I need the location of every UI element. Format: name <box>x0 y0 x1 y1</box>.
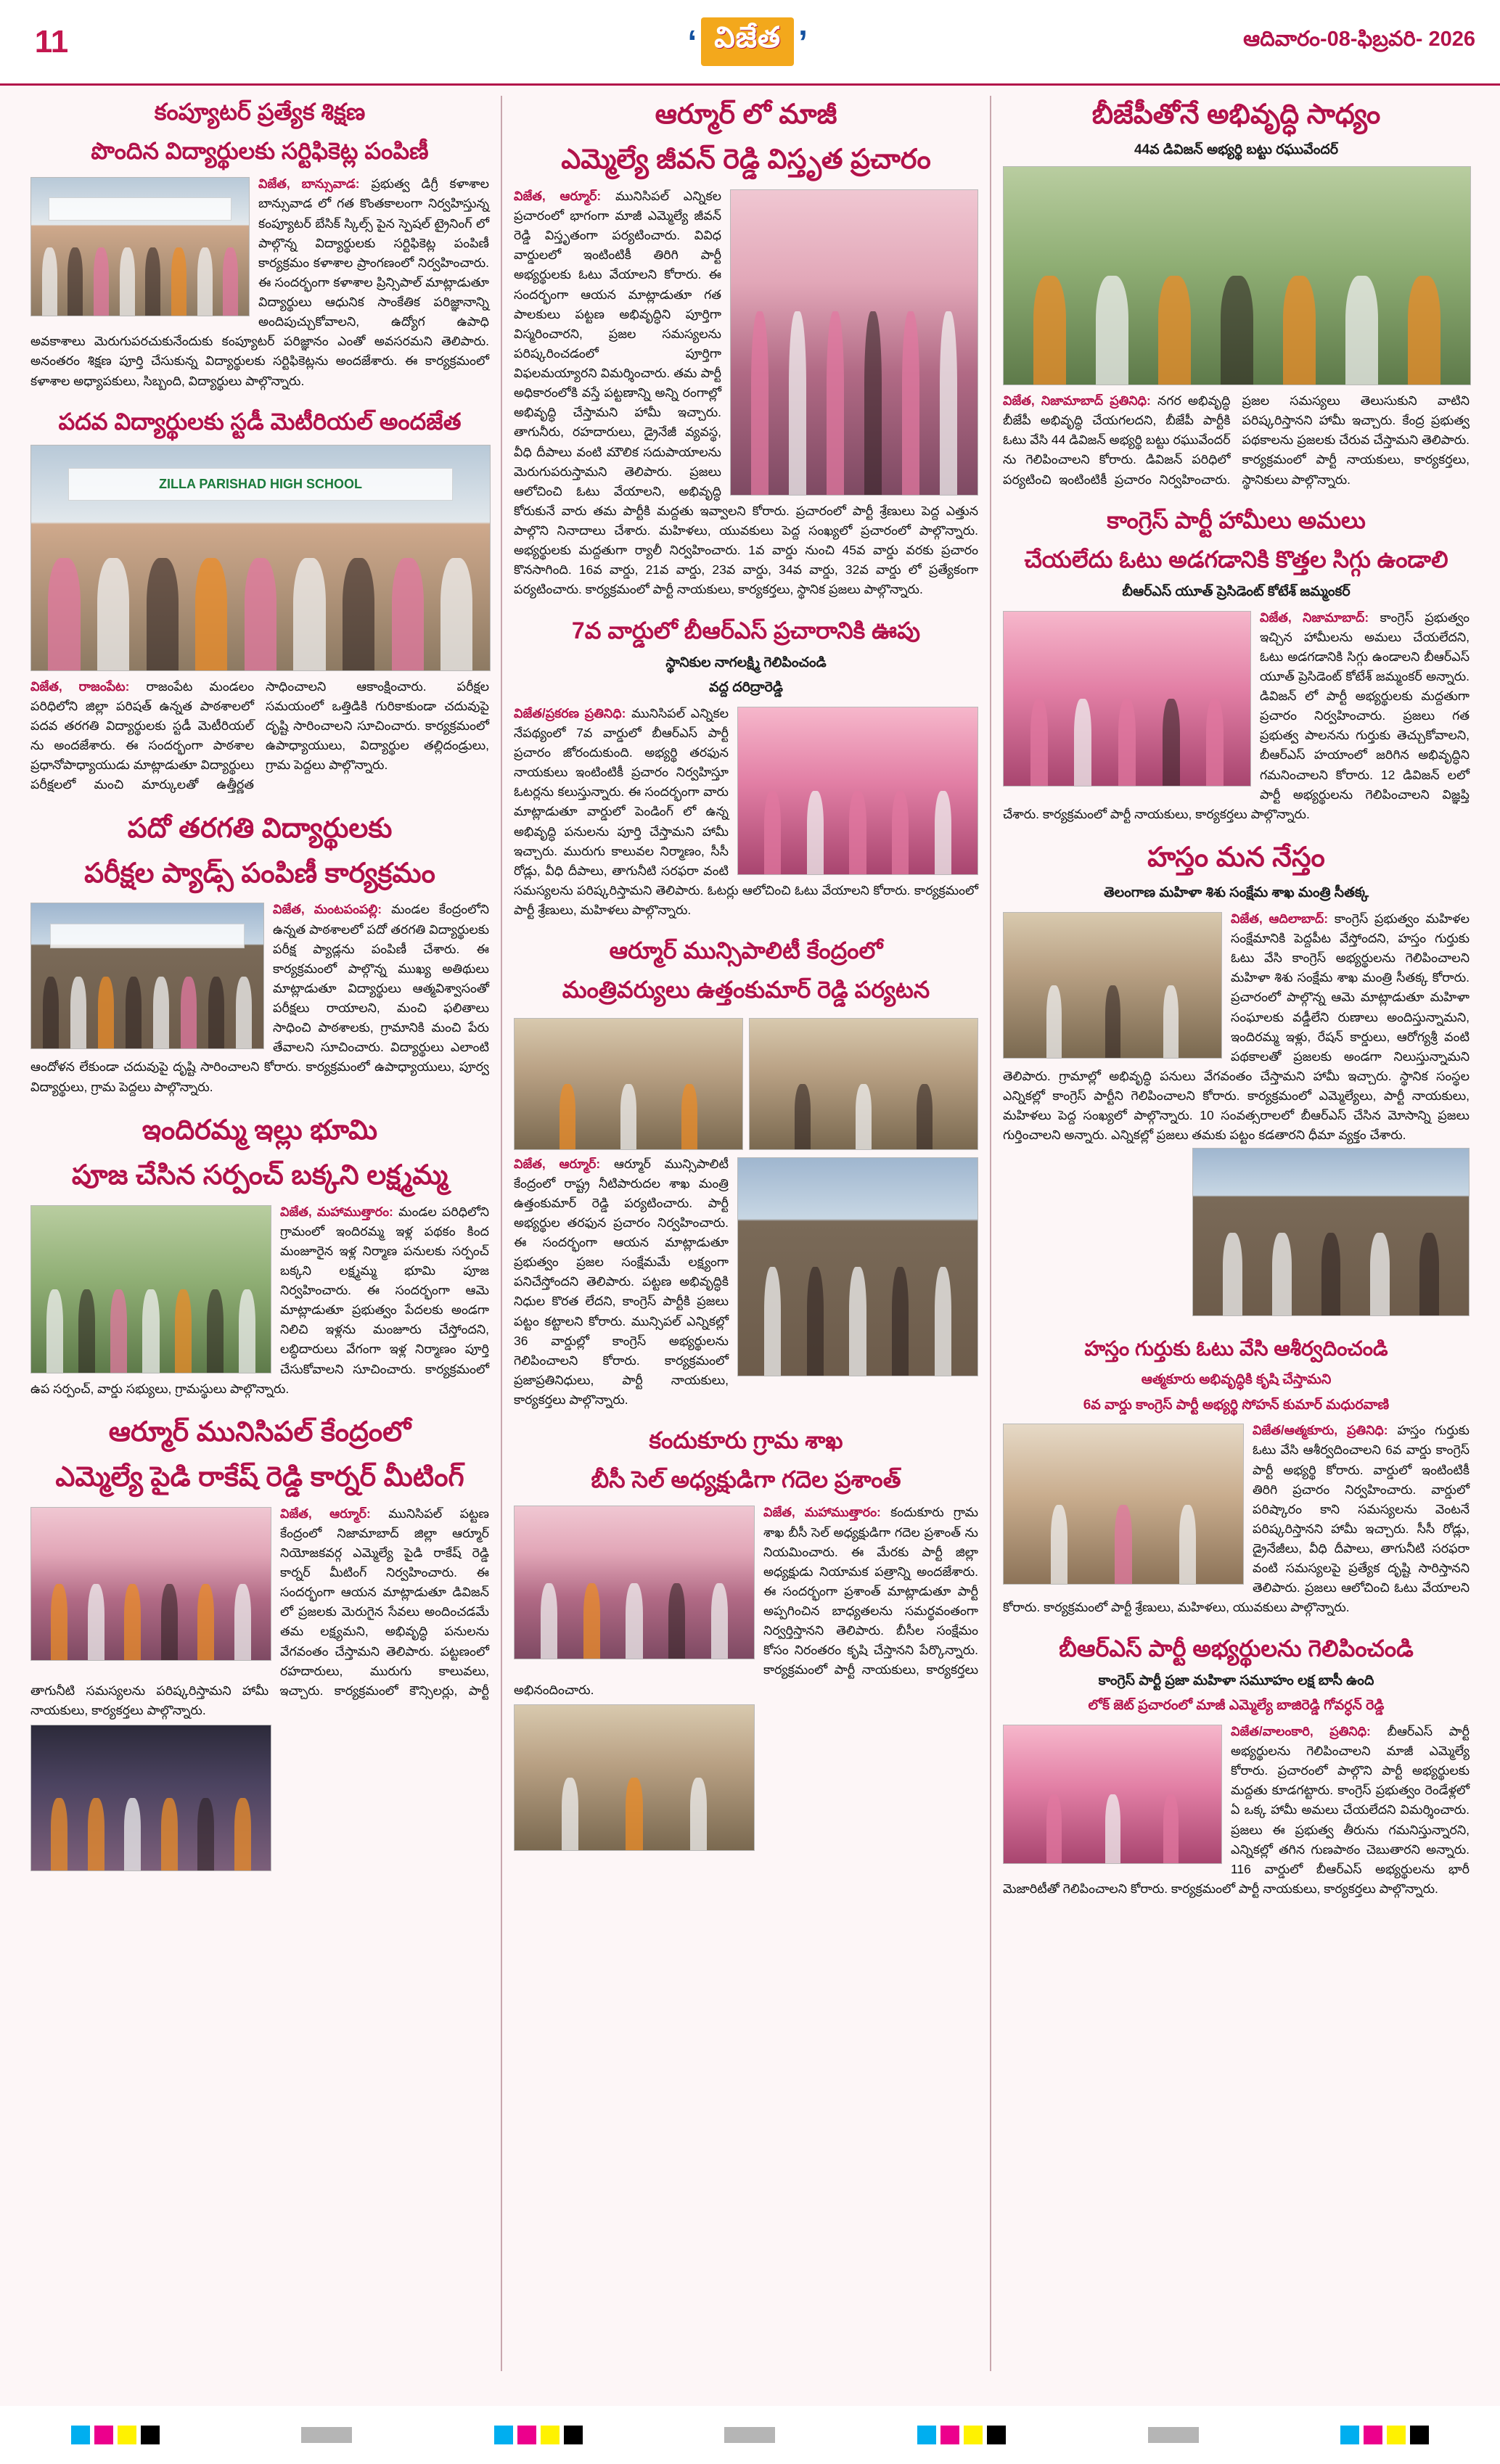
headline: కాంగ్రెస్ పార్టీ హామీలు అమలు <box>1107 506 1366 533</box>
story-indiramma-house <box>30 1112 489 1399</box>
story-photo <box>1003 166 1471 385</box>
dateline: విజేత/ప్రకరణ ప్రతినిధి: <box>514 705 626 720</box>
story-study-material <box>30 406 489 795</box>
subheadline-2: లోక్ జెట్ ప్రచారంలో మాజీ ఎమ్మెల్యే బాజిరెడ్డి గోవర్ధన్ రెడ్డి <box>1088 1698 1385 1714</box>
headline-line2: పొందిన విద్యార్థులకు సర్టిఫికెట్ల పంపిణీ <box>91 138 429 165</box>
headline: ఆర్మూర్ మునిసిపల్ కేంద్రంలో <box>108 1416 411 1447</box>
photo-people <box>515 1766 754 1850</box>
photo-banner <box>50 924 245 948</box>
dateline: విజేత, మహాముత్తారం: <box>280 1204 393 1219</box>
story-photo-2 <box>514 1704 755 1851</box>
logo-text: విజేత <box>714 22 782 54</box>
story-photo <box>1003 1725 1222 1864</box>
story-congress-promises <box>1003 504 1470 824</box>
body-copy: ప్రభుత్వ డిగ్రీ కళాశాల బాన్సువాడ లో గత కొంతకాలంగా నిర్వహిస్తున్న కంప్యూటర్ బేసిక్ స్కిల్స్ పైన స్పెషల్ ట్రైనింగ్ లో పాల్గొన్న విద్యార్థులకు సర్టిఫికెట్ల పంపిణీ కార్యక్రమం కళాశాల ప్రాంగణంలో నిర్వహించారు. ఈ సందర్భంగా కళాశాల ప్రిన్సిపాల్ మాట్లాడుతూ విద్యార్థులు ఆధునిక సాంకేతిక పరిజ్ఞానాన్ని అందిపుచ్చుకోవాలని, ఉద్యోగ ఉపాధి అవకాశాలు మెరుగుపరచుకునేందుకు కంప్యూటర్ పరిజ్ఞానం ఎంతో అవసరమని తెలిపారు. అనంతరం శిక్షణ పూర్తి చేసుకున్న విద్యార్థులకు సర్టిఫికెట్లను అందజేశారు. ఈ కార్యక్రమంలో కళాశాల అధ్యాపకులు, సిబ్బంది, విద్యార్థులు పాల్గొన్నారు. <box>30 176 489 388</box>
body-copy: నగర అభివృద్ధి బీజేపీ అభివృద్ధి చేయగలదని, బీజేపీ పార్టీకి ఓటు వేసి 44 డివిజన్ అభ్యర్థి బట్టు రఘువేందర్ ను గెలిపించాలని కోరారు. డివిజన్ పరిధిలో పర్యటించి ఇంటింటికీ ప్రచారం నిర్వహించారు. ప్రజల సమస్యలు తెలుసుకుని వాటిని పరిష్కరిస్తానని హామీ ఇచ్చారు. కేంద్ర ప్రభుత్వ పథకాలను ప్రజలకు చేరువ చేస్తామని తెలిపారు. కార్యక్రమంలో పార్టీ నాయకులు, కార్యకర్తలు, స్థానికులు పాల్గొన్నారు. <box>1003 393 1470 487</box>
gray-bar-1 <box>301 2427 352 2443</box>
photo-people <box>731 282 978 495</box>
headline: 7వ వార్డులో బీఆర్ఎస్ ప్రచారానికి ఊపు <box>571 617 921 644</box>
photo-people <box>750 1073 978 1149</box>
photo-people <box>31 540 490 670</box>
story-photo <box>1003 611 1251 787</box>
story-photo <box>737 707 978 875</box>
story-vote-hastham <box>1003 1335 1470 1617</box>
swatch-magenta <box>517 2426 536 2444</box>
body-copy: మునిసిపల్ పట్టణ కేంద్రంలో నిజామాబాద్ జిల్లా ఆర్మూర్ నియోజకవర్గ ఎమ్మెల్యే పైడి రాకేష్ రెడ్డి కార్నర్ మీటింగ్ నిర్వహించారు. ఈ సందర్భంగా ఆయన మాట్లాడుతూ డివిజన్ లో ప్రజలకు మెరుగైన సేవలు అందించడమే తమ లక్ష్యమని, అభివృద్ధి పనులను వేగవంతం చేస్తామని తెలిపారు. పట్టణంలో రహదారులు, మురుగు కాలువలు, తాగునీటి సమస్యలను పరిష్కరిస్తామని హామీ ఇచ్చారు. కార్యక్రమంలో కౌన్సిలర్లు, పార్టీ నాయకులు, కార్యకర్తలు పాల్గొన్నారు. <box>30 1506 489 1717</box>
story-photo-2 <box>1192 1148 1470 1316</box>
photo-people <box>31 964 263 1048</box>
headline: బీఆర్ఎస్ పార్టీ అభ్యర్థులను గెలిపించండి <box>1059 1635 1414 1662</box>
photo-people <box>31 1276 271 1372</box>
photo-grid <box>514 1014 978 1154</box>
subheadline: తెలంగాణ మహిళా శిశు సంక్షేమ శాఖ మంత్రి సీతక్క <box>1103 885 1369 901</box>
photo-people <box>1004 684 1250 785</box>
swatch-cyan <box>71 2426 90 2444</box>
headline: బీజేపీతోనే అభివృద్ధి సాధ్యం <box>1091 99 1381 130</box>
story-photo <box>1003 1424 1244 1585</box>
headline-line2: ఎమ్మెల్యే జీవన్ రెడ్డి విస్తృత ప్రచారం <box>561 144 931 176</box>
body-copy: కందుకూరు గ్రామ శాఖ బీసీ సెల్ అధ్యక్షుడిగా గదెల ప్రశాంత్ ను నియమించారు. ఈ మేరకు పార్టీ జిల్లా అధ్యక్షుడు నియామక పత్రాన్ని అందజేశారు. ఈ సందర్భంగా ప్రశాంత్ మాట్లాడుతూ పార్టీ అప్పగించిన బాధ్యతలను సమర్థవంతంగా నిర్వర్తిస్తానని తెలిపారు. బీసీల సంక్షేమం కోసం నిరంతరం కృషి చేస్తానని పేర్కొన్నారు. కార్యక్రమంలో పార్టీ నాయకులు, కార్యకర్తలు అభినందించారు. <box>514 1505 978 1697</box>
body-copy: రాజంపేట మండలం పరిధిలోని జిల్లా పరిషత్ ఉన్నత పాఠశాలలో పదవ తరగతి విద్యార్థులకు స్టడీ మెటీరియల్ ను అందజేశారు. ఈ సందర్భంగా పాఠశాల ప్రధానోపాధ్యాయుడు మాట్లాడుతూ విద్యార్థులు పరీక్షలలో మంచి మార్కులతో ఉత్తీర్ణత సాధించాలని ఆకాంక్షించారు. పరీక్షల సమయంలో ఒత్తిడికి గురికాకుండా చదువుపై దృష్టి సారించాలని సూచించారు. కార్యక్రమంలో ఉపాధ్యాయులు, విద్యార్థుల తల్లిదండ్రులు, గ్రామ పెద్దలు పాల్గొన్నారు. <box>30 678 489 792</box>
column-1 <box>19 96 501 2371</box>
body-copy: మునిసిపల్ ఎన్నికల నేపథ్యంలో 7వ వార్డులో బీఆర్ఎస్ పార్టీ ప్రచారం జోరందుకుంది. అభ్యర్థి తరఫున నాయకులు ఇంటింటికీ ప్రచారం నిర్వహిస్తూ ఓటర్లను కలుస్తున్నారు. ఈ సందర్భంగా వారు మాట్లాడుతూ వార్డులో పెండింగ్ లో ఉన్న అభివృద్ధి పనులను పూర్తి చేస్తామని హామీ ఇచ్చారు. మురుగు కాలువల నిర్మాణం, సీసీ రోడ్లు, వీధి దీపాలు, తాగునీటి సరఫరా వంటి సమస్యలను పరిష్కరిస్తామని తెలిపారు. ఓటర్లు ఆలోచించి ఓటు వేయాలని కోరారు. కార్యక్రమంలో పార్టీ శ్రేణులు, మహిళలు పాల్గొన్నారు. <box>514 705 978 918</box>
swatch-yellow <box>541 2426 560 2444</box>
subheadline-2: వద్ద దరిద్రారెడ్డి <box>709 680 783 696</box>
headline: ఆర్మూర్ మున్సిపాలిటీ కేంద్రంలో <box>609 937 883 964</box>
color-bar-group-2 <box>494 2426 583 2444</box>
gray-bar-3 <box>1148 2427 1199 2443</box>
swatch-yellow <box>118 2426 136 2444</box>
dateline: విజేత, నిజామాబాద్: <box>1260 609 1369 625</box>
story-bc-cell-president <box>514 1424 978 1851</box>
headline-line2: పరీక్షల ప్యాడ్స్ పంపిణీ కార్యక్రమం <box>84 858 435 890</box>
swatch-cyan <box>1340 2426 1359 2444</box>
dateline: విజేత, నిజామాబాద్ ప్రతినిధి: <box>1003 393 1151 408</box>
headline: కంప్యూటర్ ప్రత్యేక శిక్షణ <box>154 99 366 125</box>
story-photo <box>30 903 264 1049</box>
logo-box <box>701 17 794 66</box>
story-bjp-development <box>1003 96 1470 490</box>
story-body <box>30 677 489 795</box>
story-body <box>1003 391 1470 490</box>
color-registration-bars <box>0 2406 1500 2464</box>
swatch-black <box>1410 2426 1429 2444</box>
story-photo-top <box>30 1507 271 1661</box>
headline: పదవ విద్యార్థులకు స్టడీ మెటీరియల్ అందజేత <box>58 408 462 435</box>
photo-people <box>1004 1492 1243 1585</box>
swatch-black <box>564 2426 583 2444</box>
swatch-cyan <box>917 2426 936 2444</box>
photo-people <box>31 1786 271 1870</box>
photo-people <box>1193 1219 1469 1315</box>
dateline: విజేత, మహాముత్తారం: <box>763 1505 881 1520</box>
article-columns <box>0 86 1500 2371</box>
headline: పదో తరగతి విద్యార్థులకు <box>127 813 393 844</box>
story-photo <box>30 1205 271 1373</box>
swatch-magenta <box>94 2426 113 2444</box>
dateline: విజేత/వాలంకారి, ప్రతినిధి: <box>1231 1723 1371 1738</box>
story-hastham-mana-nestham <box>1003 839 1470 1321</box>
story-jeevan-reddy-campaign <box>514 96 978 600</box>
subheadline: కాంగ్రెస్ పార్టీ ప్రజా మహిళా సమూహం లక్ష బాసీ ఉంది <box>1098 1672 1374 1688</box>
dateline: విజేత, ఆదిలాబాద్: <box>1231 911 1329 926</box>
story-computer-training <box>30 96 489 391</box>
body-copy: కాంగ్రెస్ ప్రభుత్వం ఇచ్చిన హామీలను అమలు చేయలేదని, ఓటు అడగడానికి సిగ్గు ఉండాలని బీఆర్ఎస్ యూత్ ప్రెసిడెంట్ కోటేశ్ జమ్మంకర్ అన్నారు. డివిజన్ లో పార్టీ అభ్యర్థులకు మద్దతుగా ప్రచారం నిర్వహించారు. ప్రజలు గత ప్రభుత్వ పాలనను గుర్తుకు తెచ్చుకోవాలని, బీఆర్ఎస్ హయాంలో జరిగిన అభివృద్ధిని గమనించాలని కోరారు. 12 డివిజన్ లలో పార్టీ అభ్యర్థులను గెలిపించాలని విజ్ఞప్తి చేశారు. కార్యక్రమంలో పార్టీ నాయకులు, కార్యకర్తలు పాల్గొన్నారు. <box>1003 609 1470 821</box>
subheadline-2: 6వ వార్డు కాంగ్రెస్ పార్టీ అభ్యర్థి సోహన్ కుమార్ మధురవాణి <box>1083 1397 1390 1413</box>
logo-right-quote: ’ <box>798 22 808 61</box>
body-copy: మండల పరిధిలోని గ్రామంలో ఇందిరమ్మ ఇళ్ల పథకం కింద మంజూరైన ఇళ్ల నిర్మాణ పనులకు సర్పంచ్ బక్కని లక్ష్మమ్మ భూమి పూజ నిర్వహించారు. ఈ సందర్భంగా ఆమె మాట్లాడుతూ ప్రభుత్వం పేదలకు అండగా నిలిచి ఇళ్లను మంజూరు చేస్తోందని, లబ్ధిదారులు వేగంగా ఇళ్ల నిర్మాణం పూర్తి చేసుకోవాలని సూచించారు. కార్యక్రమంలో ఉప సర్పంచ్, వార్డు సభ్యులు, గ్రామస్థులు పాల్గొన్నారు. <box>30 1204 489 1396</box>
masthead <box>0 0 1500 86</box>
gray-bar-2 <box>724 2427 775 2443</box>
body-copy: హస్తం గుర్తుకు ఓటు వేసి ఆశీర్వదించాలని 6వ వార్డు కాంగ్రెస్ పార్టీ అభ్యర్థి కోరారు. వార్డులో ఇంటింటికీ తిరిగి ప్రచారం నిర్వహించారు. వార్డులో పరిష్కారం కాని సమస్యలను వెంటనే పరిష్కరిస్తానని హామీ ఇచ్చారు. సీసీ రోడ్లు, డ్రైనేజీలు, వీధి దీపాలు, తాగునీటి సరఫరా వంటి సమస్యలపై ప్రత్యేక దృష్టి సారిస్తానని తెలిపారు. ప్రజలు ఆలోచించి ఓటు వేయాలని కోరారు. కార్యక్రమంలో పార్టీ శ్రేణులు, మహిళలు, యువకులు పాల్గొన్నారు. <box>1003 1423 1470 1615</box>
headline: ఆర్మూర్ లో మాజీ <box>655 99 837 130</box>
issue-date: ఆదివారం-08-ఫిబ్రవరి- 2026 <box>1243 27 1475 51</box>
story-corner-meeting <box>30 1413 489 1871</box>
headline-line2: చేయలేదు ఓటు అడగడానికి కొత్తల సిగ్గు ఉండాలి <box>1024 546 1448 572</box>
column-2 <box>501 96 991 2371</box>
newspaper-logo <box>688 17 808 66</box>
body-copy: బీఆర్ఎస్ పార్టీ అభ్యర్థులను గెలిపించాలని మాజీ ఎమ్మెల్యే కోరారు. ప్రచారంలో పాల్గొని పార్టీ అభ్యర్థులకు మద్దతు కూడగట్టారు. కాంగ్రెస్ ప్రభుత్వం రెండేళ్లలో ఏ ఒక్క హామీ అమలు చేయలేదని విమర్శించారు. ప్రజలు ఈ ప్రభుత్వ తీరును గమనిస్తున్నారని, ఎన్నికల్లో తగిన గుణపాఠం చెబుతారని అన్నారు. 116 వార్డులో బీఆర్ఎస్ అభ్యర్థులను భారీ మెజారిటీతో గెలిపించాలని కోరారు. కార్యక్రమంలో పార్టీ నాయకులు, కార్యకర్తలు పాల్గొన్నారు. <box>1003 1723 1470 1896</box>
photo-people <box>515 1571 754 1659</box>
headline-line2: పూజ చేసిన సర్పంచ్ బక్కని లక్ష్మమ్మ <box>71 1160 448 1191</box>
swatch-magenta <box>1364 2426 1382 2444</box>
body-copy: మునిసిపల్ ఎన్నికల ప్రచారంలో భాగంగా మాజీ ఎమ్మెల్యే జీవన్ రెడ్డి విస్తృతంగా పర్యటించారు. వివిధ వార్డులలో ఇంటింటికీ తిరిగి పార్టీ అభ్యర్థులకు ఓటు వేయాలని కోరారు. ఈ సందర్భంగా ఆయన మాట్లాడుతూ గత పాలకులు పట్టణ అభివృద్ధిని పూర్తిగా విస్మరించారని, ప్రజల సమస్యలను పరిష్కరించడంలో పూర్తిగా విఫలమయ్యారని విమర్శించారు. తమ పార్టీ అధికారంలోకి వస్తే పట్టణాన్ని అన్ని రంగాల్లో అభివృద్ధి చేస్తామని హామీ ఇచ్చారు. తాగునీరు, రహదారులు, డ్రైనేజీ వ్యవస్థ, వీధి దీపాలు వంటి మౌలిక సదుపాయాలను మెరుగుపరుస్తామని తెలిపారు. ప్రజలు ఆలోచించి ఓటు వేయాలని, అభివృద్ధి కోరుకునే వారు తమ పార్టీకి మద్దతు ఇవ్వాలని కోరారు. ప్రచారంలో పార్టీ శ్రేణులు పెద్ద ఎత్తున పాల్గొని నినాదాలు చేశారు. మహిళలు, యువకులు పెద్ద సంఖ్యలో ప్రచారంలో పాల్గొన్నారు. అభ్యర్థులకు మద్దతుగా ర్యాలీ నిర్వహించారు. 1వ వార్డు నుంచి 45వ వార్డు వరకు ప్రచారం కొనసాగింది. 16వ వార్డు, 21వ వార్డు, 23వ వార్డు, 34వ వార్డు, 32వ వార్డు లో ప్రత్యేకంగా పర్యటించారు. కార్యక్రమంలో పార్టీ నాయకులు, కార్యకర్తలు, స్థానిక ప్రజలు పాల్గొన్నారు. <box>514 188 978 597</box>
photo-people <box>1004 1783 1221 1863</box>
story-ward7-brs <box>514 615 978 921</box>
story-minister-visit <box>514 935 978 1410</box>
color-bar-group-3 <box>917 2426 1006 2444</box>
subheadline: బీఆర్ఎస్ యూత్ ప్రెసిడెంట్ కోటేశ్ జమ్మంకర్ <box>1122 583 1351 599</box>
column-3 <box>991 96 1481 2371</box>
headline: హస్తం గుర్తుకు ఓటు వేసి ఆశీర్వదించండి <box>1084 1337 1388 1360</box>
story-photo <box>30 445 491 671</box>
dateline: విజేత, ఆర్మూర్: <box>514 188 602 203</box>
subheadline: 44వ డివిజన్ అభ్యర్థి బట్టు రఘువేందర్ <box>1134 142 1339 158</box>
story-photo <box>730 189 978 496</box>
swatch-yellow <box>964 2426 983 2444</box>
swatch-black <box>141 2426 160 2444</box>
headline-line2: ఎమ్మెల్యే పైడి రాకేష్ రెడ్డి కార్నర్ మీటింగ్ <box>55 1462 464 1493</box>
body-copy: కాంగ్రెస్ ప్రభుత్వం మహిళల సంక్షేమానికి పెద్దపీట వేస్తోందని, హస్తం గుర్తుకు ఓటు వేసి కాంగ్రెస్ అభ్యర్థులను గెలిపించాలని మహిళా శిశు సంక్షేమ శాఖ మంత్రి సీతక్క కోరారు. ప్రచారంలో పాల్గొన్న ఆమె మాట్లాడుతూ మహిళా సంఘాలకు వడ్డీలేని రుణాలు అందిస్తున్నామని, ఇందిరమ్మ ఇళ్లు, రేషన్ కార్డులు, ఆరోగ్యశ్రీ వంటి పథకాలతో ప్రజలకు అండగా నిలుస్తున్నామని తెలిపారు. గ్రామాల్లో అభివృద్ధి పనులు వేగవంతం చేస్తామని హామీ ఇచ్చారు. స్థానిక సంస్థల ఎన్నికల్లో కాంగ్రెస్ పార్టీని గెలిపించాలని కోరారు. కార్యక్రమంలో ఎమ్మెల్యేలు, పార్టీ నాయకులు, మహిళలు పెద్ద సంఖ్యలో పాల్గొన్నారు. 10 సంవత్సరాలలో బీఆర్ఎస్ చేసిన మోసాన్ని ప్రజలు గుర్తించాలని అన్నారు. ఎన్నికల్లో ప్రజలు తమకు పట్టం కడతారని ధీమా వ్యక్తం చేశారు. <box>1003 911 1470 1143</box>
dateline: విజేత/ఆత్మకూరు, ప్రతినిధి: <box>1253 1423 1388 1438</box>
photo-signboard: ZILLA PARISHAD HIGH SCHOOL <box>68 468 454 501</box>
swatch-cyan <box>494 2426 513 2444</box>
photo-people <box>515 1073 742 1149</box>
body-copy: ఆర్మూర్ మున్సిపాలిటీ కేంద్రంలో రాష్ట్ర నీటిపారుదల శాఖ మంత్రి ఉత్తంకుమార్ రెడ్డి పర్యటించారు. పార్టీ అభ్యర్థుల తరఫున ప్రచారం నిర్వహించారు. ఈ సందర్భంగా ఆయన మాట్లాడుతూ ప్రభుత్వం ప్రజల సంక్షేమమే లక్ష్యంగా పనిచేస్తోందని తెలిపారు. పట్టణ అభివృద్ధికి నిధుల కొరత లేదని, కాంగ్రెస్ పార్టీకి ప్రజలు పట్టం కట్టాలని కోరారు. మున్సిపల్ ఎన్నికల్లో 36 వార్డుల్లో కాంగ్రెస్ అభ్యర్థులను గెలిపించాలని కోరారు. కార్యక్రమంలో ప్రజాప్రతినిధులు, పార్టీ నాయకులు, కార్యకర్తలు పాల్గొన్నారు. <box>514 1156 729 1408</box>
dateline: విజేత, బాన్సువాడ: <box>258 176 360 192</box>
story-brs-candidates <box>1003 1633 1470 1899</box>
headline: ఇందిరమ్మ ఇల్లు భూమి <box>142 1114 378 1146</box>
swatch-magenta <box>940 2426 959 2444</box>
photo-people <box>738 1249 978 1376</box>
swatch-black <box>987 2426 1006 2444</box>
photo-people <box>1004 258 1470 385</box>
photo-people <box>31 1572 271 1660</box>
swatch-yellow <box>1387 2426 1406 2444</box>
story-photo <box>30 177 250 316</box>
story-photo-bottom <box>30 1725 271 1871</box>
color-bar-group-1 <box>71 2426 160 2444</box>
body-copy: మండల కేంద్రంలోని ఉన్నత పాఠశాలలో పదో తరగతి విద్యార్థులకు పరీక్ష ప్యాడ్లను పంపిణీ చేశారు. ఈ కార్యక్రమంలో పాల్గొన్న ముఖ్య అతిథులు మాట్లాడుతూ విద్యార్థులు ఆత్మవిశ్వాసంతో పరీక్షలు రాయాలని, మంచి ఫలితాలు సాధించి పాఠశాలకు, గ్రామానికి మంచి పేరు తేవాలని సూచించారు. విద్యార్థులు ఎలాంటి ఆందోళన లేకుండా చదువుపై దృష్టి సారించాలని కోరారు. కార్యక్రమంలో ఉపాధ్యాయులు, పూర్వ విద్యార్థులు, గ్రామ పెద్దలు పాల్గొన్నారు. <box>30 902 489 1094</box>
photo-people <box>738 777 978 874</box>
logo-left-quote: ‘ <box>687 22 697 61</box>
story-exam-pads <box>30 810 489 1097</box>
photo-people <box>1004 974 1221 1058</box>
headline-line2: మంత్రివర్యులు ఉత్తంకుమార్ రెడ్డి పర్యటన <box>562 977 930 1003</box>
headline: కందుకూరు గ్రామ శాఖ <box>649 1427 843 1454</box>
dateline: విజేత, ఆర్మూర్: <box>514 1156 601 1171</box>
dateline: విజేత, మంటపంపల్లి: <box>273 902 382 917</box>
story-photo-1 <box>514 1018 743 1150</box>
headline-line2: బీసీ సెల్ అధ్యక్షుడిగా గదెల ప్రశాంత్ <box>591 1466 901 1493</box>
dateline: విజేత, ఆర్మూర్: <box>280 1506 371 1521</box>
photo-banner <box>49 197 231 221</box>
subheadline: ఆత్మకూరు అభివృద్ధికి కృషి చేస్తామని <box>1141 1372 1332 1388</box>
story-photo-3 <box>737 1157 978 1376</box>
photo-people <box>31 236 249 316</box>
story-photo-1 <box>1003 912 1222 1059</box>
headline: హస్తం మన నేస్తం <box>1147 842 1325 873</box>
dateline: విజేత, రాజంపేట: <box>30 678 130 694</box>
story-photo <box>514 1506 755 1659</box>
subheadline: స్థానికుల నాగలక్ష్మి గెలిపించండి <box>665 654 827 670</box>
story-photo-2 <box>749 1018 978 1150</box>
page-number: 11 <box>34 23 69 59</box>
color-bar-group-4 <box>1340 2426 1429 2444</box>
